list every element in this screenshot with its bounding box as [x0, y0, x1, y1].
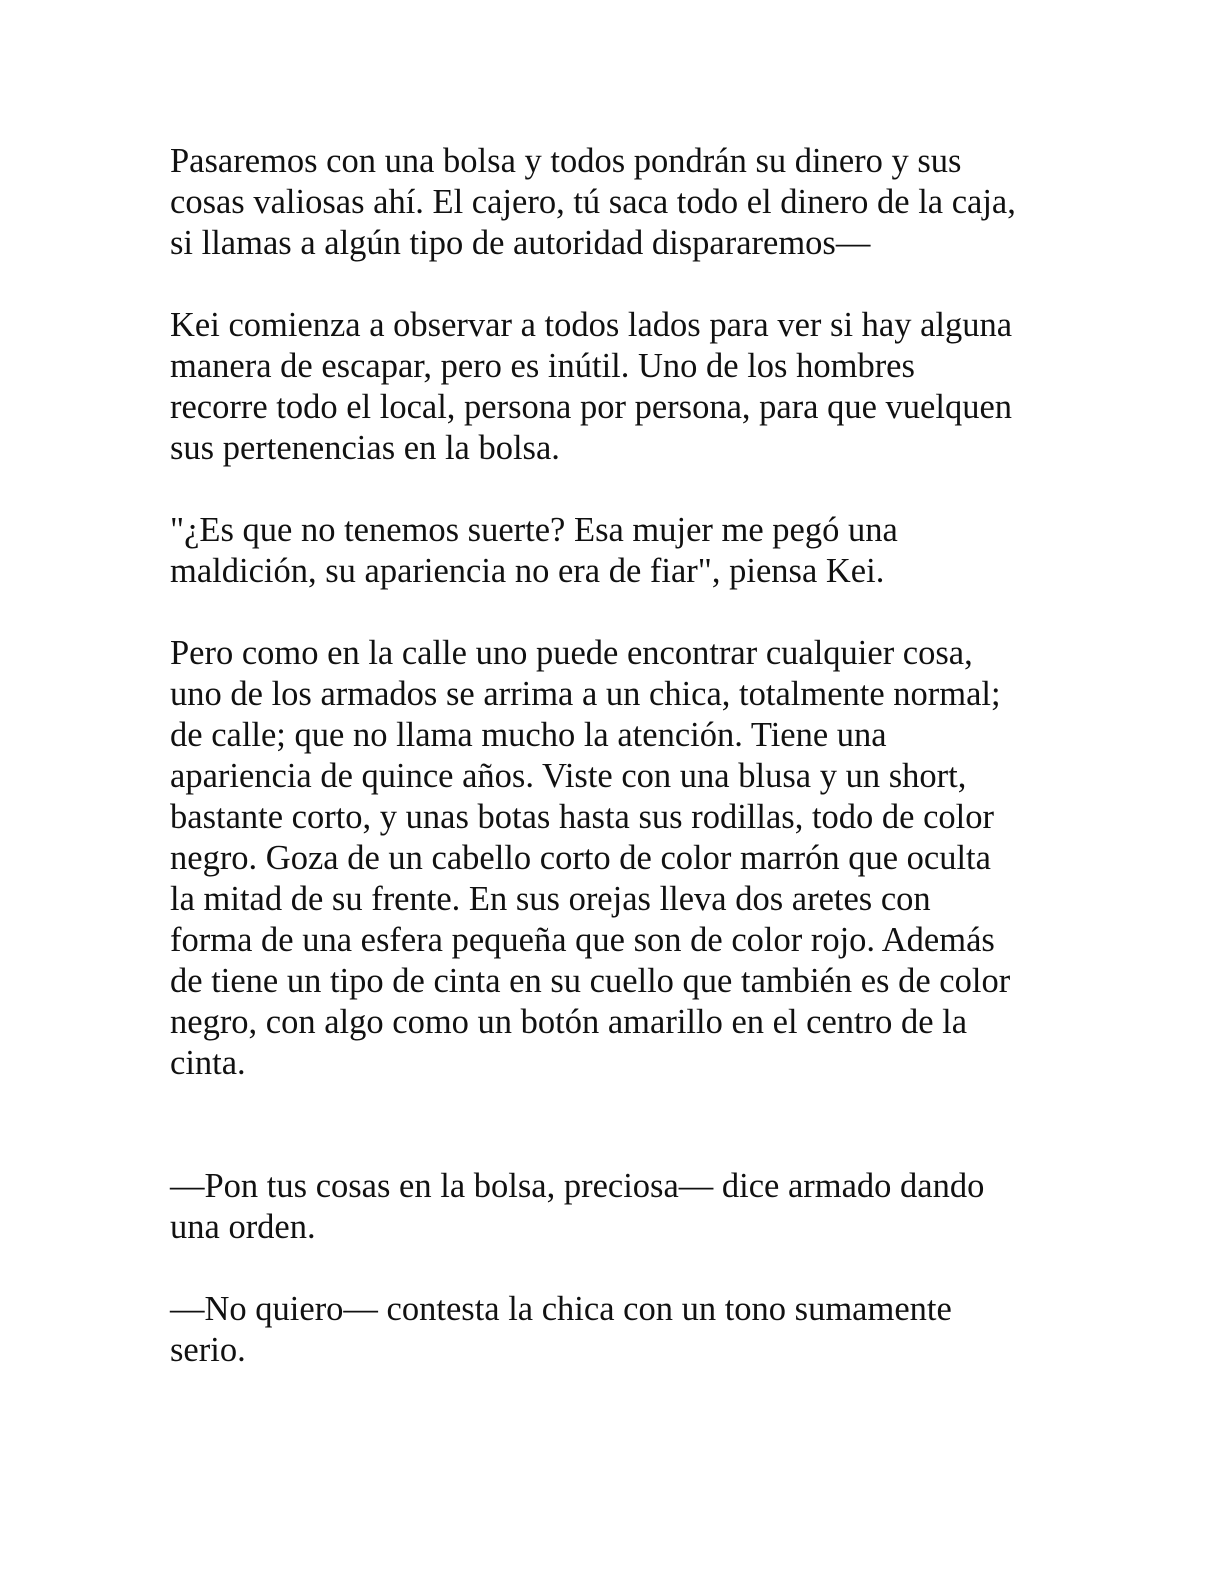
- paragraph-3: "¿Es que no tenemos suerte? Esa mujer me pegó una maldición, su apariencia no era de fiar", piensa Kei.: [170, 511, 898, 590]
- paragraph-4: Pero como en la calle uno puede encontrar cualquier cosa, uno de los armados se arrima a un chica, totalmente normal; de calle; que no llama mucho la atención. Tiene una apariencia de quince años. Viste con una blusa y un short, bastante corto, y unas botas hasta sus rodillas, todo de color negro. Goza de un cabello corto de color marrón que oculta la mitad de su frente. En sus orejas lleva dos aretes con forma de una esfera pequeña que son de color rojo. Además de tiene un tipo de cinta en su cuello que también es de color negro, con algo como un botón amarillo en el centro de la cinta.: [170, 634, 1011, 1082]
- paragraph-2: Kei comienza a observar a todos lados para ver si hay alguna manera de escapar, pero es inútil. Uno de los hombres recorre todo el local, persona por persona, para que vuelquen sus pertenencias en la bolsa.: [170, 306, 1013, 467]
- body-text: [170, 141, 1070, 1371]
- dialogue-2: —No quiero— contesta la chica con un tono sumamente serio.: [170, 1290, 952, 1369]
- dialogue-1: —Pon tus cosas en la bolsa, preciosa— dice armado dando una orden.: [170, 1167, 985, 1246]
- paragraph-1: Pasaremos con una bolsa y todos pondrán su dinero y sus cosas valiosas ahí. El cajero, tú saca todo el dinero de la caja, si llamas a algún tipo de autoridad dispararemos—: [170, 142, 1016, 262]
